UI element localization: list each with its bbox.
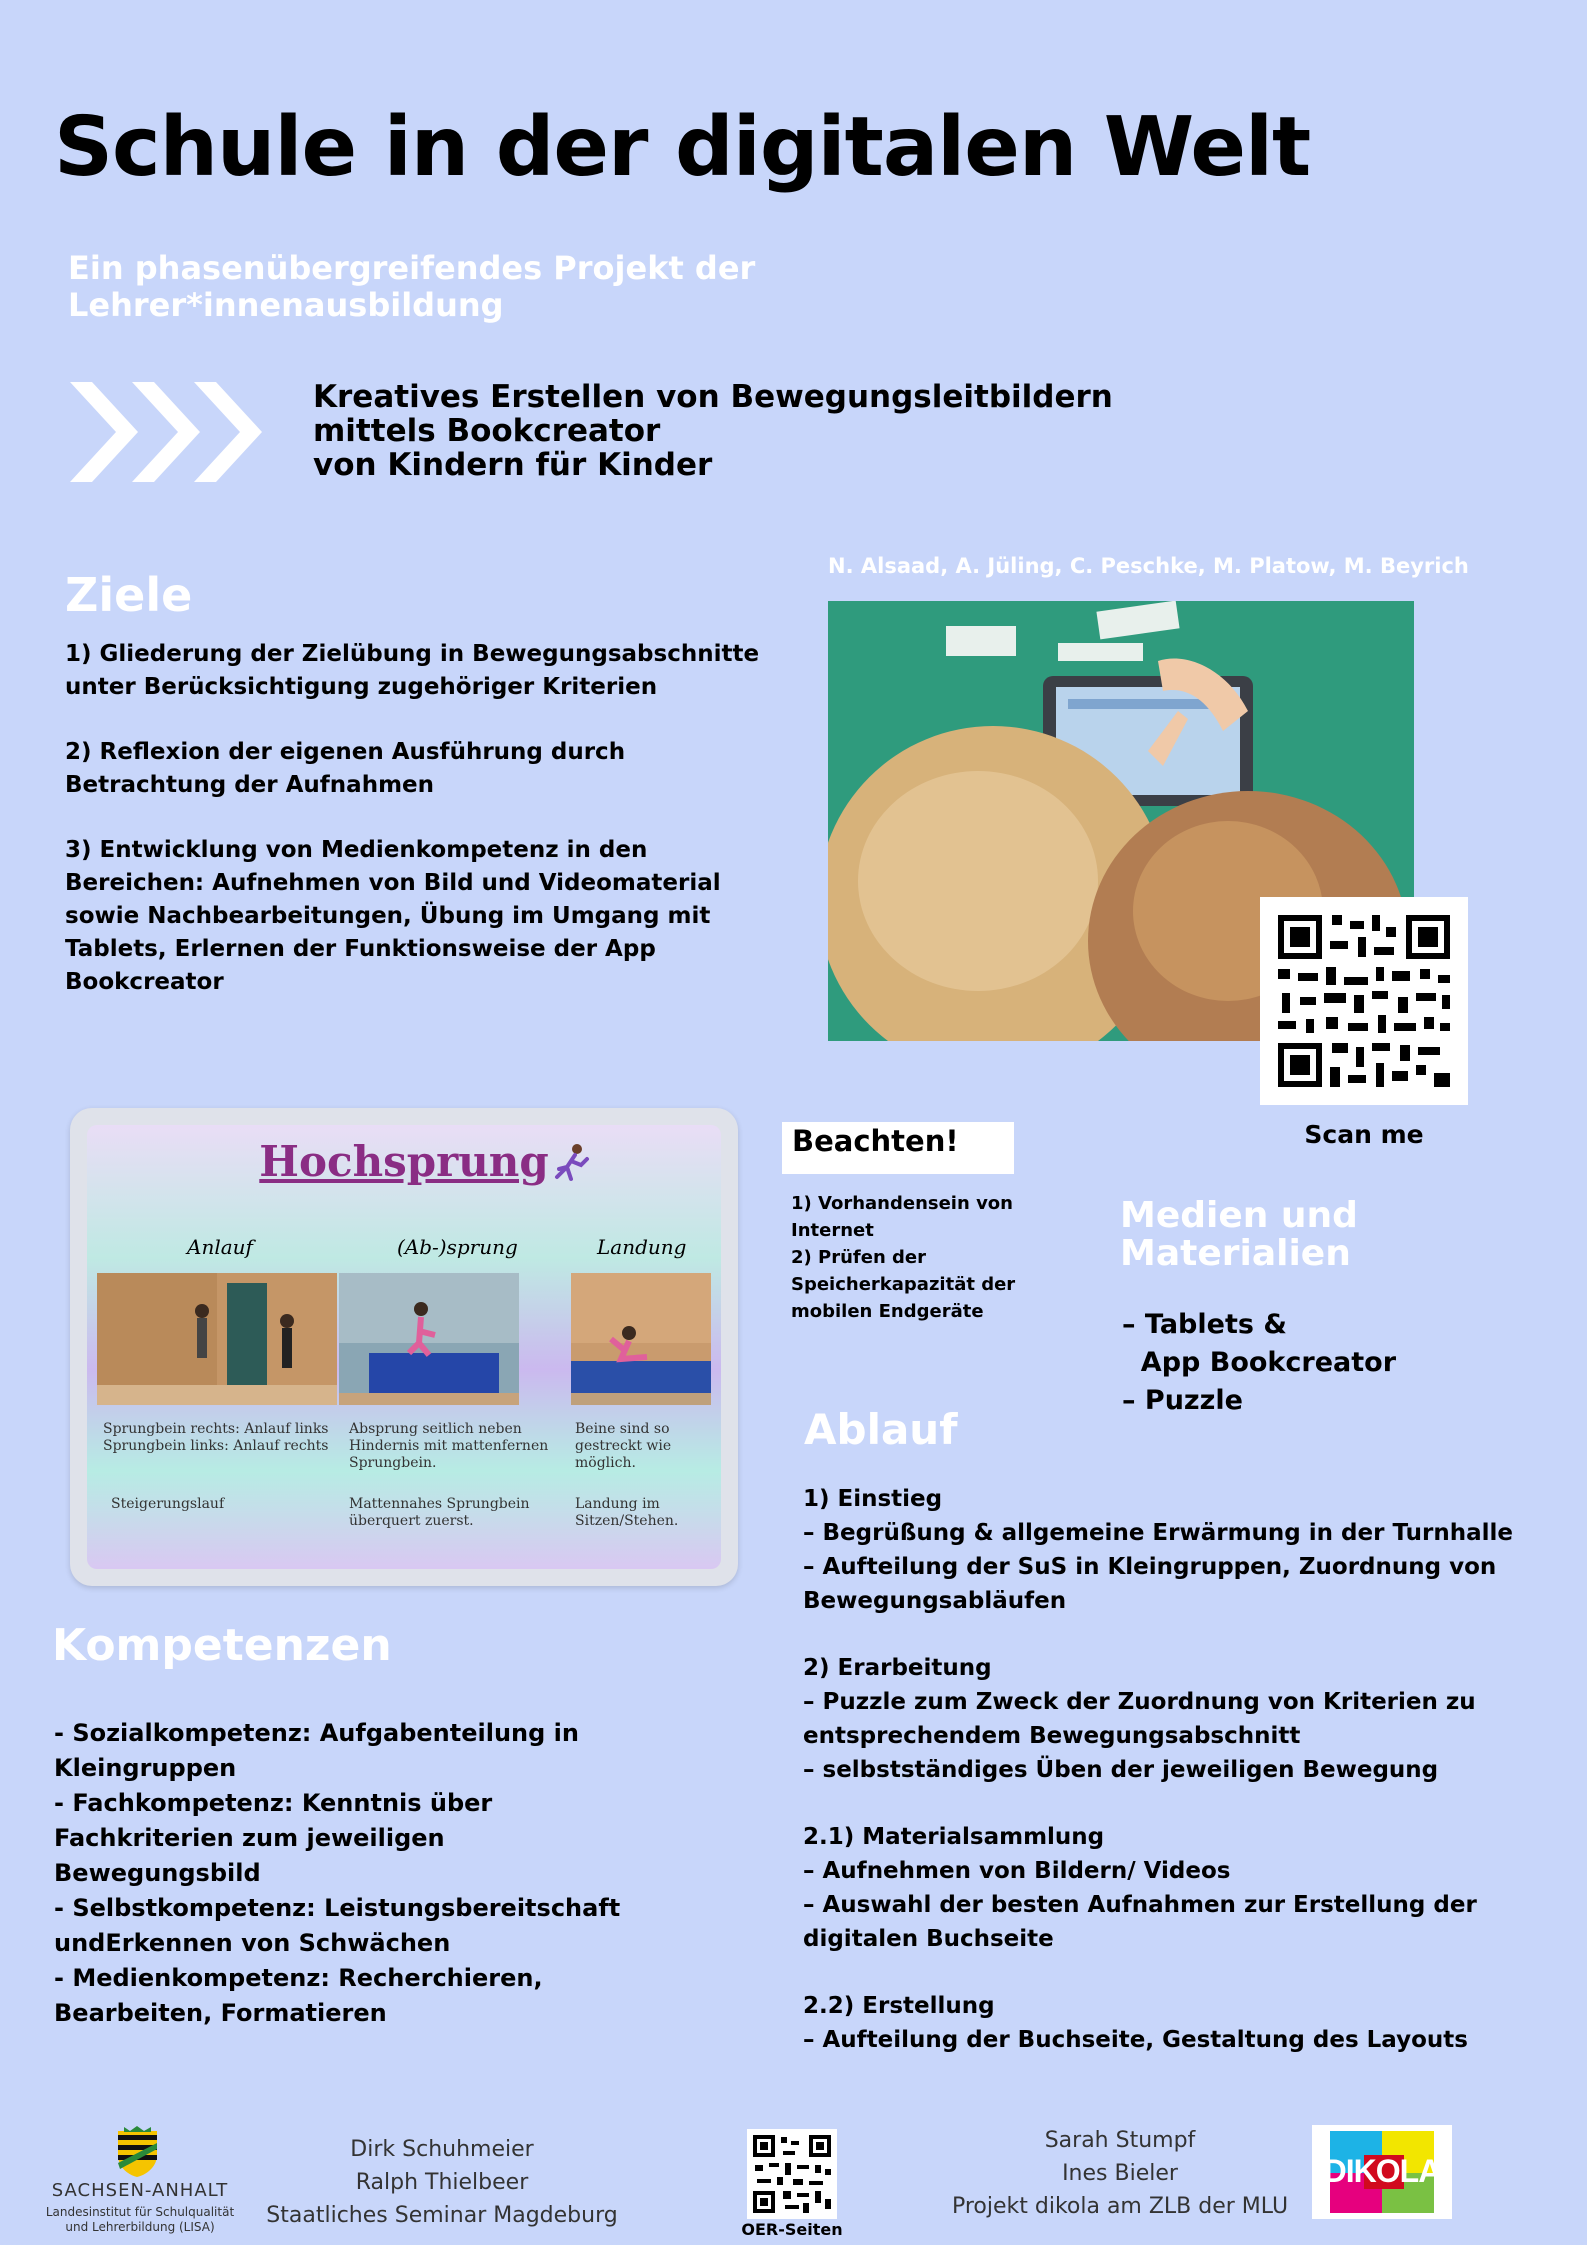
page-title: Schule in der digitalen Welt (54, 100, 1311, 195)
ziele-heading: Ziele (65, 568, 193, 622)
ablauf-line: 1) Einstieg (803, 1486, 943, 1512)
tablet-bookcreator-page (70, 1108, 738, 1586)
column-landung: Landung (597, 1235, 687, 1259)
dikola-wordmark: DIKOLA (1323, 2153, 1441, 2189)
ablauf-heading: Ablauf (804, 1405, 958, 1454)
absprung-hinweis: Mattennahes Sprungbein überquert zuerst. (349, 1496, 530, 1529)
ablauf-line: 2) Erarbeitung (803, 1655, 992, 1681)
medien-heading: Medien und Materialien (1120, 1195, 1358, 1274)
absprung-kriterium: Absprung seitlich neben Hindernis mit mattenfernen Sprungbein. (349, 1421, 549, 1471)
ablauf-line: 2.1) Materialsammlung (803, 1824, 1105, 1850)
ablauf-line: – selbstständiges Üben der jeweiligen Bewegung (803, 1757, 1439, 1783)
landung-photo (571, 1273, 711, 1405)
sachsen-anhalt-label: SACHSEN-ANHALT (51, 2180, 229, 2201)
kompetenzen-list (54, 1716, 654, 2031)
footer-people-right: Sarah Stumpf Ines Bieler Projekt dikola am ZLB der MLU (951, 2128, 1289, 2219)
chevrons-icon (70, 382, 265, 482)
ziele-item: 3) Entwicklung von Medienkompetenz in den Bereichen: Aufnehmen von Bild und Videomaterial sowie Nachbearbeitungen, Übung im Umgang mit Tablets, Erlernen der Funktionsweise der App Bookcreator (65, 837, 721, 995)
ablauf-line: – Puzzle zum Zweck der Zuordnung von Kriterien zu entsprechendem Bewegungsabschnitt (803, 1689, 1476, 1749)
ablauf-line: – Aufteilung der Buchseite, Gestaltung des Layouts (803, 2027, 1468, 2053)
beachten-heading: Beachten! (792, 1124, 959, 1158)
ablauf-line: 2.2) Erstellung (803, 1993, 995, 2019)
footer-people-left: Dirk Schuhmeier Ralph Thielbeer Staatliches Seminar Magdeburg (266, 2137, 618, 2228)
column-anlauf: Anlauf (187, 1235, 253, 1259)
oer-qr-code-icon[interactable] (747, 2129, 837, 2219)
beachten-text: 1) Vorhandensein von Internet 2) Prüfen der Speicherkapazität der mobilen Endgeräte (791, 1193, 1016, 1322)
dikola-logo (1312, 2125, 1452, 2219)
qr-code-icon[interactable] (1260, 897, 1468, 1105)
kompetenz-item: - Medienkompetenz: Recherchieren, Bearbeiten, Formatieren (54, 1964, 543, 2027)
anlauf-photo (97, 1273, 337, 1405)
anlauf-hinweis: Steigerungslauf (111, 1496, 225, 1512)
kompetenzen-heading: Kompetenzen (52, 1620, 392, 1671)
runner-icon (553, 1143, 593, 1183)
ziele-item: 2) Reflexion der eigenen Ausführung durch Betrachtung der Aufnahmen (65, 739, 626, 798)
ziele-item: 1) Gliederung der Zielübung in Bewegungsabschnitte unter Berücksichtigung zugehöriger Kriterien (65, 641, 760, 700)
ablauf-block (803, 1651, 1563, 1787)
lisa-label: Landesinstitut für Schulqualität und Lehrerbildung (LISA) (45, 2205, 235, 2234)
oer-label: OER-Seiten (741, 2220, 843, 2239)
ablauf-block (803, 1482, 1563, 1618)
ablauf-block (803, 1820, 1563, 1956)
sachsen-anhalt-coat-of-arms-icon (110, 2125, 165, 2177)
anlauf-kriterium: Sprungbein rechts: Anlauf links Sprungbein links: Anlauf rechts (103, 1421, 329, 1454)
kompetenz-item: - Fachkompetenz: Kenntnis über Fachkriterien zum jeweiligen Bewegungsbild (54, 1789, 493, 1887)
ablauf-block (803, 1989, 1563, 2057)
ablauf-line: – Auswahl der besten Aufnahmen zur Erstellung der digitalen Buchseite (803, 1892, 1477, 1952)
ablauf-line: – Begrüßung & allgemeine Erwärmung in der Turnhalle (803, 1520, 1513, 1546)
landung-kriterium: Beine sind so gestreckt wie möglich. (575, 1421, 672, 1471)
medien-list: – Tablets & App Bookcreator – Puzzle (1122, 1309, 1397, 1416)
ablauf-line: – Aufnehmen von Bildern/ Videos (803, 1858, 1231, 1884)
authors: N. Alsaad, A. Jüling, C. Peschke, M. Platow, M. Beyrich (828, 554, 1469, 578)
absprung-photo (339, 1273, 519, 1405)
scan-me-label: Scan me (1304, 1120, 1424, 1149)
column-absprung: (Ab-)sprung (397, 1235, 518, 1259)
tablet-screen (87, 1125, 721, 1569)
ablauf-line: – Aufteilung der SuS in Kleingruppen, Zuordnung von Bewegungsabläufen (803, 1554, 1497, 1614)
ziele-list (65, 638, 765, 1031)
kompetenz-item: - Sozialkompetenz: Aufgabenteilung in Kleingruppen (54, 1719, 579, 1782)
project-headline: Kreatives Erstellen von Bewegungsleitbildern mittels Bookcreator von Kindern für Kinder (313, 379, 1113, 483)
subtitle: Ein phasenübergreifendes Projekt der Lehrer*innenausbildung (68, 249, 756, 324)
landung-hinweis: Landung im Sitzen/Stehen. (575, 1496, 679, 1529)
kompetenz-item: - Selbstkompetenz: Leistungsbereitschaft undErkennen von Schwächen (54, 1894, 621, 1957)
ablauf-list (803, 1482, 1563, 2090)
tablet-title: Hochsprung (259, 1137, 549, 1186)
